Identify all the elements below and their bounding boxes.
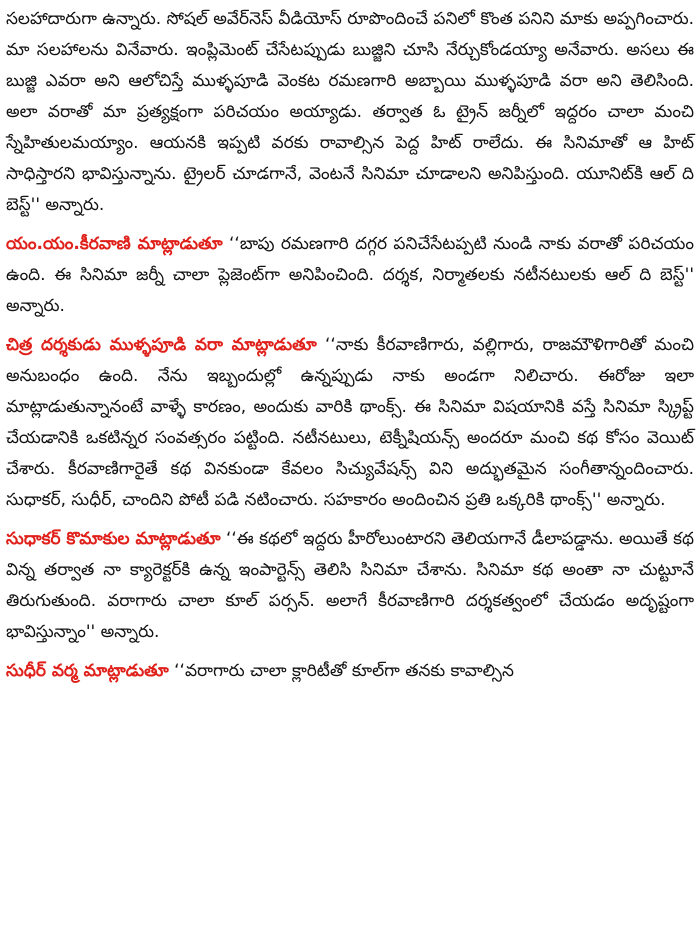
paragraph-1 <box>6 4 694 221</box>
paragraph-5 <box>6 656 694 687</box>
speaker-sudheer-varma: సుధీర్ వర్మ మాట్లాడుతూ <box>6 661 169 681</box>
speaker-sudhakar: సుధాకర్ కొమాకుల మాట్లాడుతూ <box>6 529 221 549</box>
paragraph-2 <box>6 229 694 322</box>
paragraph-text: ‘‘ఈ కథలో ఇద్దరు హీరోలుంటారని తెలియగానే డీలాపడ్డాను. అయితే కథ విన్న తర్వాత నా క్యారెక్టర్‌కి ఉన్న ఇంపార్టెన్స్ తెలిసి సినిమా చేశాను. సినిమా కథ అంతా నా చుట్టూనే తిరుగుతుంది. వరాగారు చాలా కూల్ పర్సన్. అలాగే కీరవాణిగారి దర్శకత్వంలో చేయడం అదృష్టంగా భావిస్తున్నాం'' అన్నారు. <box>6 529 695 642</box>
paragraph-text: ‘‘బాపు రమణగారి దగ్గర పనిచేసేటప్పటి నుండి నాకు వరాతో పరిచయం ఉంది. ఈ సినిమా జర్నీ చాలా ప్లెజెంట్‌గా అనిపించింది. దర్శక, నిర్మాతలకు నటీనటులకు ఆల్ ది బెస్ట్'' అన్నారు. <box>6 234 694 316</box>
speaker-keeravani: యం.యం.కీరవాణి మాట్లాడుతూ <box>6 234 223 254</box>
paragraph-text: ‘‘వరాగారు చాలా క్లారిటీతో కూల్‌గా తనకు కావాల్సిన <box>174 661 514 681</box>
paragraph-text: ‘‘నాకు కీరవాణిగారు, వల్లిగారు, రాజమౌళిగారితో మంచి అనుబంధం ఉంది. నేను ఇబ్బందుల్లో ఉన్నప్పుడు నాకు అండగా నిలిచారు. ఈరోజు ఇలా మాట్లాడుతున్నానంటే వాళ్ళే కారణం, అందుకు వారికి థాంక్స్. ఈ సినిమా విషయానికి వస్తే సినిమా స్క్రిప్ట్ చేయడానికి ఒకటిన్నర సంవత్సరం పట్టింది. నటీనటులు, టెక్నీషియన్స్ అందరూ మంచి కథ కోసం వెయిట్ చేశారు. కీరవాణిగారైతే కథ వినకుండా కేవలం సిచ్యువేషన్స్ విని అద్భుతమైన సంగీతాన్నందించారు. సుధాకర్, సుధీర్, చాందిని పోటీ పడి నటించారు. సహకారం అందించిన ప్రతి ఒక్కరికి థాంక్స్'' అన్నారు. <box>6 335 694 510</box>
paragraph-3 <box>6 330 694 516</box>
article-body <box>6 4 694 687</box>
paragraph-4 <box>6 524 694 648</box>
paragraph-text: సలహాదారుగా ఉన్నారు. సోషల్ అవేర్‌నెస్ వీడియోస్ రూపొందించే పనిలో కొంత పనిని మాకు అప్పగించారు. మా సలహాలను వినేవారు. ఇంప్లిమెంట్ చేసేటప్పుడు బుజ్జిని చూసి నేర్చుకోండయ్యా అనేవారు. అసలు ఈ బుజ్జి ఎవరా అని ఆలోచిస్తే ముళ్ళపూడి వెంకట రమణగారి అబ్బాయి ముళ్ళపూడి వరా అని తెలిసింది. అలా వరాతో మా ప్రత్యక్షంగా పరిచయం అయ్యాడు. తర్వాత ఓ ట్రైన్ జర్నీలో ఇద్దరం చాలా మంచి స్నేహితులమయ్యాం. ఆయనకి ఇప్పటి వరకు రావాల్సిన పెద్ద హిట్ రాలేదు. ఈ సినిమాతో ఆ హిట్ సాధిస్తారని భావిస్తున్నాను. ట్రైలర్ చూడగానే, వెంటనే సినిమా చూడాలని అనిపిస్తుంది. యూనిట్‌కి ఆల్ ది బెస్ట్'' అన్నారు. <box>6 9 694 215</box>
speaker-director-vara: చిత్ర దర్శకుడు ముళ్ళపూడి వరా మాట్లాడుతూ <box>6 335 317 355</box>
